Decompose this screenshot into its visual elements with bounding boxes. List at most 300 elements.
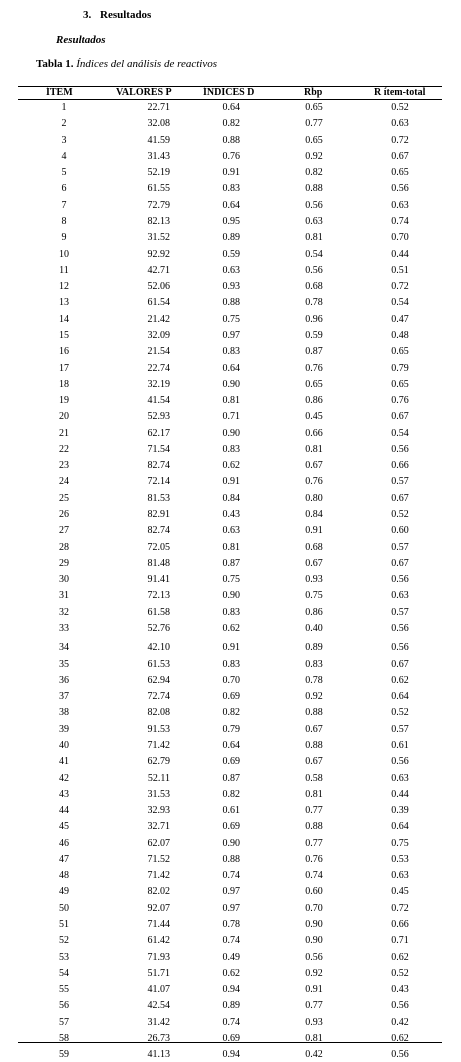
cell-item: 30 xyxy=(59,574,69,586)
cell-rbp: 0.56 xyxy=(305,199,323,211)
cell-r-item-total: 0.66 xyxy=(391,919,409,930)
cell-p-value: 32.93 xyxy=(147,805,170,816)
cell-p-value: 81.53 xyxy=(147,492,170,504)
cell-item: 37 xyxy=(59,691,69,703)
cell-p-value: 41.13 xyxy=(147,1049,170,1061)
cell-item: 56 xyxy=(59,1000,69,1012)
cell-item: 21 xyxy=(59,427,69,439)
table-row xyxy=(18,706,442,720)
cell-p-value: 42.54 xyxy=(147,1000,170,1012)
cell-d-index: 0.94 xyxy=(222,1049,240,1061)
table-row xyxy=(18,541,442,555)
cell-r-item-total: 0.67 xyxy=(391,492,409,504)
cell-p-value: 61.53 xyxy=(147,658,170,670)
table-row xyxy=(18,739,442,753)
table-row xyxy=(18,967,442,981)
cell-rbp: 0.65 xyxy=(305,102,323,113)
column-header-d-indices: ÍNDICES D xyxy=(203,87,255,98)
cell-rbp: 0.74 xyxy=(305,870,323,882)
cell-r-item-total: 0.63 xyxy=(391,118,409,130)
cell-r-item-total: 0.67 xyxy=(391,557,409,569)
cell-rbp: 0.77 xyxy=(305,1000,323,1012)
cell-d-index: 0.74 xyxy=(222,1016,240,1028)
cell-rbp: 0.76 xyxy=(305,476,323,488)
cell-r-item-total: 0.56 xyxy=(391,574,409,586)
cell-d-index: 0.70 xyxy=(222,674,240,686)
cell-p-value: 91.53 xyxy=(147,723,170,735)
cell-d-index: 0.90 xyxy=(222,837,240,849)
cell-item: 45 xyxy=(59,821,69,833)
cell-p-value: 31.53 xyxy=(147,788,170,800)
table-row xyxy=(18,606,442,620)
table-row xyxy=(18,475,442,489)
cell-item: 4 xyxy=(61,150,67,162)
table-caption-label: Tabla 1. xyxy=(36,58,74,70)
cell-r-item-total: 0.63 xyxy=(391,590,409,602)
cell-item: 51 xyxy=(59,919,69,930)
cell-r-item-total: 0.51 xyxy=(391,264,409,276)
cell-p-value: 42.71 xyxy=(147,264,170,276)
column-header-p-values: VALORES P xyxy=(116,87,172,98)
table-row xyxy=(18,345,442,359)
cell-d-index: 0.62 xyxy=(222,623,240,634)
cell-rbp: 0.77 xyxy=(305,837,323,849)
cell-p-value: 61.58 xyxy=(147,606,170,618)
cell-item: 11 xyxy=(59,264,69,276)
cell-d-index: 0.43 xyxy=(222,509,240,520)
cell-r-item-total: 0.57 xyxy=(391,541,409,553)
cell-d-index: 0.75 xyxy=(222,574,240,586)
cell-r-item-total: 0.62 xyxy=(391,951,409,963)
cell-r-item-total: 0.63 xyxy=(391,870,409,882)
cell-p-value: 62.94 xyxy=(147,674,170,686)
cell-p-value: 26.73 xyxy=(147,1033,170,1044)
cell-item: 17 xyxy=(59,362,69,374)
cell-p-value: 32.71 xyxy=(147,821,170,833)
cell-rbp: 0.66 xyxy=(305,427,323,439)
cell-r-item-total: 0.74 xyxy=(391,216,409,227)
cell-rbp: 0.80 xyxy=(305,492,323,504)
cell-item: 40 xyxy=(59,739,69,751)
cell-rbp: 0.42 xyxy=(305,1049,323,1061)
table-row xyxy=(18,182,442,196)
table-row xyxy=(18,362,442,376)
cell-r-item-total: 0.42 xyxy=(391,1016,409,1028)
cell-item: 6 xyxy=(61,183,67,195)
table-row xyxy=(18,166,442,180)
cell-rbp: 0.88 xyxy=(305,739,323,751)
cell-rbp: 0.92 xyxy=(305,967,323,979)
cell-p-value: 22.71 xyxy=(147,102,170,113)
cell-r-item-total: 0.65 xyxy=(391,346,409,358)
cell-item: 49 xyxy=(59,886,69,898)
cell-p-value: 61.55 xyxy=(147,183,170,195)
cell-d-index: 0.90 xyxy=(222,378,240,390)
cell-d-index: 0.76 xyxy=(222,150,240,162)
cell-p-value: 41.07 xyxy=(147,984,170,996)
cell-r-item-total: 0.44 xyxy=(391,788,409,800)
cell-item: 29 xyxy=(59,557,69,569)
table-row xyxy=(18,918,442,932)
cell-rbp: 0.77 xyxy=(305,805,323,816)
cell-item: 33 xyxy=(59,623,69,634)
cell-p-value: 62.17 xyxy=(147,427,170,439)
cell-item: 39 xyxy=(59,723,69,735)
cell-r-item-total: 0.67 xyxy=(391,411,409,423)
cell-r-item-total: 0.56 xyxy=(391,642,409,654)
cell-p-value: 22.74 xyxy=(147,362,170,374)
cell-p-value: 31.43 xyxy=(147,150,170,162)
table-caption-title: Índices del análisis de reactivos xyxy=(76,58,217,70)
cell-rbp: 0.92 xyxy=(305,150,323,162)
cell-d-index: 0.83 xyxy=(222,346,240,358)
cell-rbp: 0.88 xyxy=(305,821,323,833)
cell-d-index: 0.87 xyxy=(222,772,240,784)
cell-r-item-total: 0.52 xyxy=(391,967,409,979)
table-row xyxy=(18,622,442,636)
cell-item: 59 xyxy=(59,1049,69,1061)
cell-item: 8 xyxy=(61,216,67,227)
cell-p-value: 71.93 xyxy=(147,951,170,963)
cell-p-value: 32.08 xyxy=(147,118,170,130)
cell-item: 1 xyxy=(61,102,67,113)
table-row xyxy=(18,296,442,310)
table-row xyxy=(18,902,442,916)
cell-d-index: 0.94 xyxy=(222,984,240,996)
table-row xyxy=(18,589,442,603)
table-row xyxy=(18,313,442,327)
cell-rbp: 0.67 xyxy=(305,723,323,735)
cell-d-index: 0.87 xyxy=(222,557,240,569)
cell-r-item-total: 0.56 xyxy=(391,183,409,195)
cell-p-value: 52.11 xyxy=(147,772,170,784)
cell-rbp: 0.81 xyxy=(305,788,323,800)
cell-rbp: 0.60 xyxy=(305,886,323,898)
cell-p-value: 52.76 xyxy=(147,623,170,634)
cell-d-index: 0.95 xyxy=(222,216,240,227)
cell-p-value: 71.42 xyxy=(147,739,170,751)
cell-p-value: 71.52 xyxy=(147,853,170,865)
cell-item: 25 xyxy=(59,492,69,504)
cell-r-item-total: 0.72 xyxy=(391,134,409,146)
cell-item: 34 xyxy=(59,642,69,654)
cell-p-value: 82.74 xyxy=(147,460,170,472)
cell-item: 53 xyxy=(59,951,69,963)
cell-r-item-total: 0.57 xyxy=(391,476,409,488)
cell-d-index: 0.59 xyxy=(222,248,240,260)
cell-r-item-total: 0.57 xyxy=(391,723,409,735)
cell-rbp: 0.65 xyxy=(305,378,323,390)
table-row xyxy=(18,329,442,343)
cell-rbp: 0.93 xyxy=(305,1016,323,1028)
cell-r-item-total: 0.47 xyxy=(391,313,409,325)
cell-item: 9 xyxy=(61,232,67,244)
cell-item: 22 xyxy=(59,443,69,455)
cell-d-index: 0.62 xyxy=(222,967,240,979)
cell-rbp: 0.93 xyxy=(305,574,323,586)
cell-r-item-total: 0.65 xyxy=(391,167,409,179)
cell-rbp: 0.58 xyxy=(305,772,323,784)
cell-d-index: 0.64 xyxy=(222,102,240,113)
cell-rbp: 0.68 xyxy=(305,281,323,293)
cell-item: 46 xyxy=(59,837,69,849)
cell-d-index: 0.49 xyxy=(222,951,240,963)
cell-rbp: 0.92 xyxy=(305,691,323,703)
table-row xyxy=(18,772,442,786)
cell-r-item-total: 0.65 xyxy=(391,378,409,390)
cell-r-item-total: 0.56 xyxy=(391,623,409,634)
cell-rbp: 0.88 xyxy=(305,707,323,719)
cell-d-index: 0.75 xyxy=(222,313,240,325)
cell-r-item-total: 0.67 xyxy=(391,150,409,162)
cell-rbp: 0.82 xyxy=(305,167,323,179)
cell-d-index: 0.91 xyxy=(222,476,240,488)
cell-item: 12 xyxy=(59,281,69,293)
cell-r-item-total: 0.54 xyxy=(391,297,409,309)
cell-rbp: 0.63 xyxy=(305,216,323,227)
table-row xyxy=(18,837,442,851)
table-row xyxy=(18,885,442,899)
cell-item: 23 xyxy=(59,460,69,472)
cell-p-value: 61.42 xyxy=(147,935,170,947)
cell-p-value: 52.93 xyxy=(147,411,170,423)
cell-item: 26 xyxy=(59,509,69,520)
cell-p-value: 71.54 xyxy=(147,443,170,455)
cell-item: 16 xyxy=(59,346,69,358)
cell-d-index: 0.63 xyxy=(222,525,240,537)
table-row xyxy=(18,934,442,948)
cell-d-index: 0.82 xyxy=(222,707,240,719)
cell-rbp: 0.81 xyxy=(305,232,323,244)
cell-r-item-total: 0.57 xyxy=(391,606,409,618)
cell-item: 38 xyxy=(59,707,69,719)
cell-p-value: 21.54 xyxy=(147,346,170,358)
cell-item: 50 xyxy=(59,902,69,914)
cell-d-index: 0.82 xyxy=(222,788,240,800)
table-row xyxy=(18,280,442,294)
cell-p-value: 41.54 xyxy=(147,395,170,406)
cell-p-value: 71.44 xyxy=(147,919,170,930)
cell-d-index: 0.74 xyxy=(222,870,240,882)
cell-rbp: 0.86 xyxy=(305,395,323,406)
cell-r-item-total: 0.79 xyxy=(391,362,409,374)
cell-rbp: 0.65 xyxy=(305,134,323,146)
cell-item: 15 xyxy=(59,329,69,341)
cell-item: 32 xyxy=(59,606,69,618)
cell-p-value: 82.08 xyxy=(147,707,170,719)
cell-d-index: 0.97 xyxy=(222,329,240,341)
column-header-rbp: Rbp xyxy=(304,87,323,98)
cell-item: 52 xyxy=(59,935,69,947)
cell-r-item-total: 0.63 xyxy=(391,772,409,784)
cell-r-item-total: 0.62 xyxy=(391,674,409,686)
table-row xyxy=(18,674,442,688)
cell-d-index: 0.81 xyxy=(222,395,240,406)
table-row xyxy=(18,378,442,392)
cell-d-index: 0.64 xyxy=(222,739,240,751)
cell-rbp: 0.56 xyxy=(305,264,323,276)
table-row xyxy=(18,150,442,164)
cell-r-item-total: 0.72 xyxy=(391,902,409,914)
cell-r-item-total: 0.48 xyxy=(391,329,409,341)
cell-d-index: 0.93 xyxy=(222,281,240,293)
table-row xyxy=(18,443,442,457)
table-row xyxy=(18,820,442,834)
cell-p-value: 72.05 xyxy=(147,541,170,553)
cell-p-value: 32.09 xyxy=(147,329,170,341)
column-header-r-item-total: R ítem-total xyxy=(374,87,426,98)
cell-p-value: 92.07 xyxy=(147,902,170,914)
cell-d-index: 0.84 xyxy=(222,492,240,504)
table-row xyxy=(18,410,442,424)
cell-d-index: 0.83 xyxy=(222,606,240,618)
cell-rbp: 0.88 xyxy=(305,183,323,195)
cell-p-value: 31.42 xyxy=(147,1016,170,1028)
cell-item: 31 xyxy=(59,590,69,602)
cell-d-index: 0.69 xyxy=(222,756,240,768)
cell-r-item-total: 0.67 xyxy=(391,658,409,670)
cell-rbp: 0.76 xyxy=(305,362,323,374)
cell-r-item-total: 0.45 xyxy=(391,886,409,898)
cell-d-index: 0.61 xyxy=(222,805,240,816)
cell-item: 44 xyxy=(59,805,69,816)
cell-r-item-total: 0.63 xyxy=(391,199,409,211)
cell-d-index: 0.89 xyxy=(222,232,240,244)
cell-item: 2 xyxy=(61,118,67,130)
cell-item: 20 xyxy=(59,411,69,423)
cell-item: 42 xyxy=(59,772,69,784)
column-header-item: ÍTEM xyxy=(46,87,73,98)
cell-d-index: 0.83 xyxy=(222,443,240,455)
cell-r-item-total: 0.64 xyxy=(391,821,409,833)
cell-item: 14 xyxy=(59,313,69,325)
cell-rbp: 0.70 xyxy=(305,902,323,914)
cell-p-value: 81.48 xyxy=(147,557,170,569)
cell-rbp: 0.68 xyxy=(305,541,323,553)
table-row xyxy=(18,215,442,229)
section-title: Resultados xyxy=(100,9,152,21)
cell-rbp: 0.67 xyxy=(305,557,323,569)
cell-rbp: 0.77 xyxy=(305,118,323,130)
cell-r-item-total: 0.56 xyxy=(391,1049,409,1061)
cell-item: 54 xyxy=(59,967,69,979)
table-row xyxy=(18,231,442,245)
cell-rbp: 0.67 xyxy=(305,756,323,768)
cell-item: 43 xyxy=(59,788,69,800)
cell-p-value: 62.07 xyxy=(147,837,170,849)
cell-r-item-total: 0.72 xyxy=(391,281,409,293)
cell-rbp: 0.45 xyxy=(305,411,323,423)
cell-r-item-total: 0.71 xyxy=(391,935,409,947)
cell-p-value: 72.74 xyxy=(147,691,170,703)
cell-p-value: 91.41 xyxy=(147,574,170,586)
cell-d-index: 0.97 xyxy=(222,902,240,914)
cell-d-index: 0.81 xyxy=(222,541,240,553)
cell-item: 28 xyxy=(59,541,69,553)
cell-rbp: 0.86 xyxy=(305,606,323,618)
cell-r-item-total: 0.52 xyxy=(391,102,409,113)
table-row xyxy=(18,983,442,997)
table-row xyxy=(18,853,442,867)
cell-p-value: 52.06 xyxy=(147,281,170,293)
cell-item: 35 xyxy=(59,658,69,670)
cell-p-value: 72.79 xyxy=(147,199,170,211)
table-row xyxy=(18,788,442,802)
cell-d-index: 0.74 xyxy=(222,935,240,947)
table-row xyxy=(18,264,442,278)
cell-p-value: 82.91 xyxy=(147,509,170,520)
cell-item: 27 xyxy=(59,525,69,537)
cell-d-index: 0.64 xyxy=(222,199,240,211)
cell-rbp: 0.54 xyxy=(305,248,323,260)
cell-rbp: 0.75 xyxy=(305,590,323,602)
cell-d-index: 0.89 xyxy=(222,1000,240,1012)
cell-r-item-total: 0.53 xyxy=(391,853,409,865)
cell-r-item-total: 0.56 xyxy=(391,1000,409,1012)
table-row xyxy=(18,459,442,473)
cell-p-value: 71.42 xyxy=(147,870,170,882)
cell-item: 3 xyxy=(61,134,67,146)
cell-rbp: 0.81 xyxy=(305,1033,323,1044)
table-row xyxy=(18,1048,442,1062)
cell-item: 55 xyxy=(59,984,69,996)
cell-d-index: 0.97 xyxy=(222,886,240,898)
cell-r-item-total: 0.66 xyxy=(391,460,409,472)
section-number: 3. xyxy=(83,9,92,21)
cell-rbp: 0.84 xyxy=(305,509,323,520)
cell-p-value: 21.42 xyxy=(147,313,170,325)
cell-d-index: 0.83 xyxy=(222,183,240,195)
cell-r-item-total: 0.52 xyxy=(391,707,409,719)
cell-r-item-total: 0.43 xyxy=(391,984,409,996)
cell-rbp: 0.56 xyxy=(305,951,323,963)
cell-rbp: 0.81 xyxy=(305,443,323,455)
cell-r-item-total: 0.39 xyxy=(391,805,409,816)
table-row xyxy=(18,199,442,213)
cell-item: 41 xyxy=(59,756,69,768)
cell-p-value: 82.74 xyxy=(147,525,170,537)
table-row xyxy=(18,951,442,965)
cell-p-value: 72.14 xyxy=(147,476,170,488)
cell-rbp: 0.78 xyxy=(305,297,323,309)
cell-d-index: 0.71 xyxy=(222,411,240,423)
cell-d-index: 0.82 xyxy=(222,118,240,130)
table-row xyxy=(18,524,442,538)
section-heading xyxy=(83,9,151,21)
cell-p-value: 61.54 xyxy=(147,297,170,309)
cell-item: 7 xyxy=(61,199,67,211)
cell-item: 48 xyxy=(59,870,69,882)
cell-item: 5 xyxy=(61,167,67,179)
cell-d-index: 0.91 xyxy=(222,167,240,179)
cell-p-value: 32.19 xyxy=(147,378,170,390)
table-row xyxy=(18,573,442,587)
cell-rbp: 0.87 xyxy=(305,346,323,358)
cell-p-value: 31.52 xyxy=(147,232,170,244)
table-row xyxy=(18,101,442,115)
cell-r-item-total: 0.60 xyxy=(391,525,409,537)
cell-r-item-total: 0.75 xyxy=(391,837,409,849)
cell-p-value: 52.19 xyxy=(147,167,170,179)
cell-r-item-total: 0.64 xyxy=(391,691,409,703)
cell-r-item-total: 0.76 xyxy=(391,395,409,406)
cell-rbp: 0.90 xyxy=(305,919,323,930)
cell-r-item-total: 0.62 xyxy=(391,1033,409,1044)
table-caption xyxy=(36,58,217,70)
cell-r-item-total: 0.70 xyxy=(391,232,409,244)
cell-r-item-total: 0.56 xyxy=(391,756,409,768)
cell-rbp: 0.78 xyxy=(305,674,323,686)
